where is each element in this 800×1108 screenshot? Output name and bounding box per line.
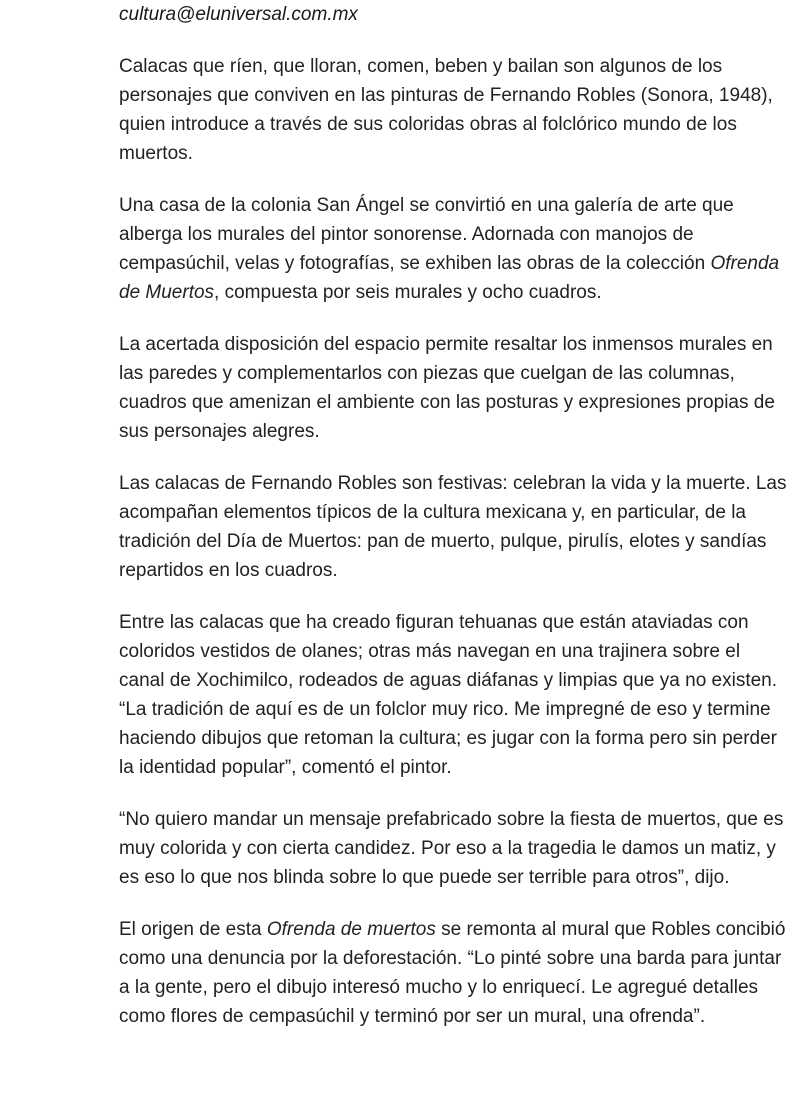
paragraph-5: Entre las calacas que ha creado figuran tehuanas que están ataviadas con coloridos vestidos de olanes; otras más navegan en una trajinera sobre el canal de Xochimilco, rodeados de aguas diáfanas y limpias que ya no existen. “La tradición de aquí es de un folclor muy rico. Me impregné de eso y termine haciendo dibujos que retoman la cultura; es jugar con la forma pero sin perder la identidad popular”, comentó el pintor.: [119, 612, 778, 778]
article-body: [119, 0, 789, 1031]
paragraph-3: La acertada disposición del espacio permite resaltar los inmensos murales en las paredes y complementarlos con piezas que cuelgan de las columnas, cuadros que amenizan el ambiente con las posturas y expresiones propias de sus personajes alegres.: [119, 334, 775, 442]
paragraph-7-text-end: se remonta al mural que Robles concibió como una denuncia por la deforestación. “Lo pinté sobre una barda para juntar a la gente, pero el dibujo interesó mucho y lo enriquecí. Le agregué detalles como flores de cempasúchil y terminó por ser un mural, una ofrenda”.: [119, 919, 786, 1027]
paragraph-7-text-start: El origen de esta: [119, 919, 267, 940]
collection-title: Ofrenda de Muertos: [119, 253, 780, 303]
paragraph-2: [119, 191, 789, 307]
paragraph-1: Calacas que ríen, que lloran, comen, beben y bailan son algunos de los personajes que conviven en las pinturas de Fernando Robles (Sonora, 1948), quien introduce a través de sus coloridas obras al folclórico mundo de los muertos.: [119, 56, 773, 164]
paragraph-2-text-start: Una casa de la colonia San Ángel se convirtió en una galería de arte que alberga los murales del pintor sonorense. Adornada con manojos de cempasúchil, velas y fotografías, se exhiben las obras de la colección: [119, 195, 734, 274]
paragraph-7: [119, 915, 789, 1031]
paragraph-2-text-end: , compuesta por seis murales y ocho cuadros.: [214, 282, 602, 303]
author-email: [119, 0, 789, 29]
paragraph-6: “No quiero mandar un mensaje prefabricado sobre la fiesta de muertos, que es muy colorida y con cierta candidez. Por eso a la tragedia le damos un matiz, y es eso lo que nos blinda sobre lo que puede ser terrible para otros”, dijo.: [119, 809, 784, 888]
author-email-link[interactable]: cultura@eluniversal.com.mx: [119, 4, 358, 25]
offering-title: Ofrenda de muertos: [266, 919, 436, 940]
paragraph-4: Las calacas de Fernando Robles son festivas: celebran la vida y la muerte. Las acompañan elementos típicos de la cultura mexicana y, en particular, de la tradición del Día de Muertos: pan de muerto, pulque, pirulís, elotes y sandías repartidos en los cuadros.: [119, 473, 787, 581]
